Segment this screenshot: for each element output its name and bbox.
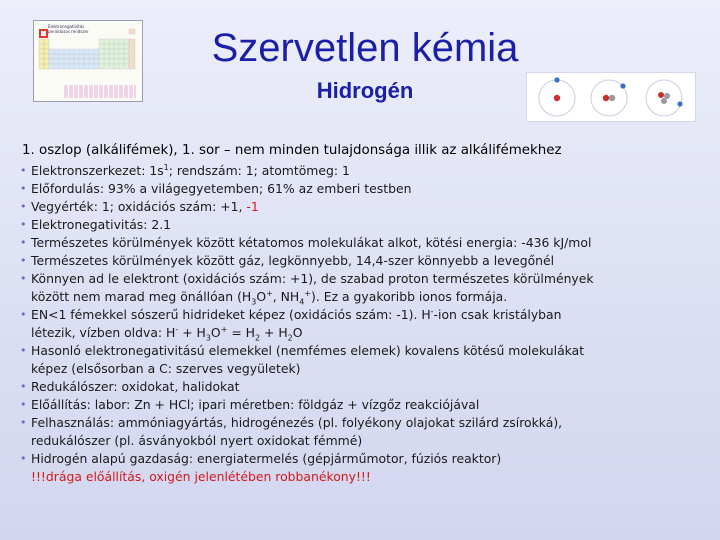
list-item: • Természetes körülmények között kétatomos molekulákat alkot, kötési energia: -436 kJ/mol: [20, 235, 592, 250]
list-item: • Természetes körülmények között gáz, legkönnyebb, 14,4-szer könnyebb a levegőnél: [20, 253, 555, 268]
atom-diagram-graphic: [527, 73, 697, 123]
section-heading: 1. oszlop (alkálifémek), 1. sor – nem minden tulajdonsága illik az alkálifémekhez: [22, 143, 562, 158]
list-item: • Vegyérték: 1; oxidációs szám: +1, -1: [20, 199, 259, 214]
bullet-icon: •: [20, 452, 27, 465]
bullet-icon: •: [20, 236, 27, 249]
list-item: • Elektronszerkezet: $1s^1$; rendszám: 1; atomtömeg: 1: [20, 162, 350, 178]
bullet-icon: •: [20, 164, 27, 177]
list-item: • Előállítás: labor: Zn + HCl; ipari méretben: földgáz + vízgőz reakciójával: [20, 397, 480, 412]
list-item: • Redukálószer: oxidokat, halidokat: [20, 379, 240, 394]
list-item: • Könnyen ad le elektront (oxidációs szám: +1), de szabad proton természetes körülmények között nem marad meg önállóan ($H_3O^+$, $NH_4^+$). Ez a gyakoribb ionos formája.: [20, 271, 594, 307]
property-list: [20, 162, 712, 486]
list-item: • Hasonló elektronegativitású elemekkel (nemfémes elemek) kovalens kötésű molekulákat képez (elsősorban a C: szerves vegyületek): [20, 343, 585, 376]
slide-subtitle: Hidrogén: [316, 78, 414, 103]
bullet-icon: •: [20, 182, 27, 195]
warning-text: !!!drága előállítás, oxigén jelenlétében robbanékony!!!: [31, 469, 371, 484]
bullet-icon: •: [20, 272, 27, 285]
list-item: • Hidrogén alapú gazdaság: energiatermelés (gépjárműmotor, fúziós reaktor) !!!drága előállítás, oxigén jelenlétében robbanékony!!!: [20, 451, 502, 484]
bullet-icon: •: [20, 344, 27, 357]
bullet-icon: •: [20, 200, 27, 213]
bullet-icon: •: [20, 254, 27, 267]
caption-line-2: periódusos rendszer: [48, 29, 89, 34]
negative-oxidation-number: -1: [246, 199, 259, 214]
bullet-icon: •: [20, 398, 27, 411]
list-item: • Előfordulás: 93% a világegyetemben; 61% az emberi testben: [20, 181, 412, 196]
bullet-icon: •: [20, 416, 27, 429]
list-item: • Elektronegativitás: 2.1: [20, 217, 172, 232]
caption-line-1: Elektronegativitás: [48, 24, 85, 29]
bullet-icon: •: [20, 380, 27, 393]
list-item: • EN<1 fémekkel sószerű hidrideket képez (oxidációs szám: -1). H--ion csak kristályban létezik, vízben oldva: $H^- + H_3O^+ = H_2 + H_2O$: [20, 306, 562, 343]
slide-title: Szervetlen kémia: [211, 26, 519, 70]
bullet-icon: •: [20, 218, 27, 231]
list-item: • Felhasználás: ammóniagyártás, hidrogénezés (pl. folyékony olajokat szilárd zsírokká), redukálószer (pl. ásványokból nyert oxidokat fémmé): [20, 415, 563, 448]
bullet-icon: •: [20, 308, 27, 321]
hydrogen-atom-illustration: [526, 72, 696, 122]
